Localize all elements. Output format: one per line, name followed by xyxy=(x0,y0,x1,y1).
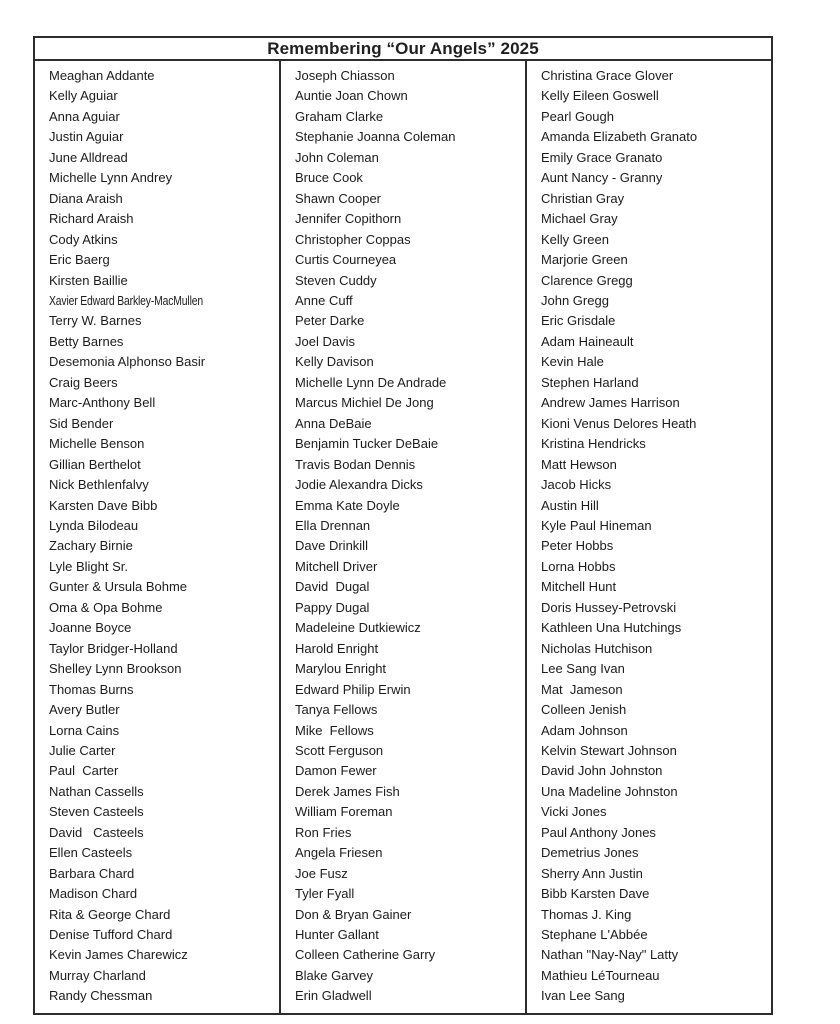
name-entry: Mat Jameson xyxy=(541,681,623,697)
name-entry: Denise Tufford Chard xyxy=(49,927,173,943)
name-entry: Christian Gray xyxy=(541,190,625,206)
name-entry: Shelley Lynn Brookson xyxy=(49,661,182,677)
name-entry: Una Madeline Johnston xyxy=(541,783,678,799)
name-columns xyxy=(35,61,771,1013)
name-entry: Gillian Berthelot xyxy=(49,456,141,472)
name-entry: Kelly Davison xyxy=(295,354,374,370)
name-entry: Anna DeBaie xyxy=(295,415,372,431)
name-entry: Don & Bryan Gainer xyxy=(295,906,412,922)
name-entry: Scott Ferguson xyxy=(295,742,384,758)
name-entry: Gunter & Ursula Bohme xyxy=(49,579,188,595)
name-entry: Jennifer Copithorn xyxy=(295,211,402,227)
name-entry: Adam Johnson xyxy=(541,722,628,738)
name-entry: John Coleman xyxy=(295,149,379,165)
name-entry: Nick Bethlenfalvy xyxy=(49,477,149,493)
name-column-1 xyxy=(35,61,281,1013)
name-entry: Harold Enright xyxy=(295,640,379,656)
name-entry: Peter Hobbs xyxy=(541,538,614,554)
name-entry: Kelly Eileen Goswell xyxy=(541,88,659,104)
name-entry: Amanda Elizabeth Granato xyxy=(541,129,698,145)
name-entry: Rita & George Chard xyxy=(49,906,171,922)
name-entry: Clarence Gregg xyxy=(541,272,633,288)
name-entry: Barbara Chard xyxy=(49,865,135,881)
name-entry: Paul Carter xyxy=(49,763,119,779)
name-entry: Travis Bodan Dennis xyxy=(295,456,416,472)
name-entry: Betty Barnes xyxy=(49,333,124,349)
name-entry: Kristina Hendricks xyxy=(541,436,646,452)
name-entry: Thomas Burns xyxy=(49,681,134,697)
name-entry: Lyle Blight Sr. xyxy=(49,558,129,574)
name-entry: Avery Butler xyxy=(49,702,120,718)
name-entry: Mike Fellows xyxy=(295,722,374,738)
name-entry: Lee Sang Ivan xyxy=(541,661,625,677)
name-entry: Damon Fewer xyxy=(295,763,377,779)
name-entry: Colleen Jenish xyxy=(541,702,627,718)
name-entry: Richard Araish xyxy=(49,211,134,227)
name-entry: Derek James Fish xyxy=(295,783,400,799)
name-entry: Emma Kate Doyle xyxy=(295,497,400,513)
name-entry: Mitchell Hunt xyxy=(541,579,617,595)
page-title: Remembering “Our Angels” 2025 xyxy=(267,38,539,58)
name-entry: Lorna Hobbs xyxy=(541,558,616,574)
name-entry: Michael Gray xyxy=(541,211,618,227)
name-entry: Mitchell Driver xyxy=(295,558,378,574)
name-entry: Joel Davis xyxy=(295,333,355,349)
name-entry: Shawn Cooper xyxy=(295,190,381,206)
name-entry: Demetrius Jones xyxy=(541,845,639,861)
name-entry: Paul Anthony Jones xyxy=(541,824,656,840)
name-entry: Andrew James Harrison xyxy=(541,395,680,411)
name-entry: Kelly Green xyxy=(541,231,609,247)
name-entry: Joanne Boyce xyxy=(49,620,132,636)
name-entry: Kelvin Stewart Johnson xyxy=(541,742,677,758)
name-entry: Marjorie Green xyxy=(541,252,628,268)
name-entry: Craig Beers xyxy=(49,374,118,390)
name-entry: Kevin James Charewicz xyxy=(49,947,188,963)
name-entry: Terry W. Barnes xyxy=(49,313,142,329)
name-entry: Julie Carter xyxy=(49,742,116,758)
name-entry: Madison Chard xyxy=(49,886,138,902)
name-entry: Christopher Coppas xyxy=(295,231,411,247)
name-entry: Michelle Benson xyxy=(49,436,145,452)
name-entry: Dave Drinkill xyxy=(295,538,368,554)
name-entry: William Foreman xyxy=(295,804,393,820)
name-entry: Matt Hewson xyxy=(541,456,617,472)
name-entry: June Alldread xyxy=(49,149,128,165)
name-entry: Curtis Courneyea xyxy=(295,252,397,268)
name-entry: Nathan "Nay-Nay" Latty xyxy=(541,947,679,963)
name-entry: Tanya Fellows xyxy=(295,702,378,718)
name-entry: Thomas J. King xyxy=(541,906,632,922)
name-entry: Marc-Anthony Bell xyxy=(49,395,156,411)
name-entry: Joseph Chiasson xyxy=(295,68,395,83)
name-entry: David John Johnston xyxy=(541,763,663,779)
name-entry: Peter Darke xyxy=(295,313,365,329)
name-entry: Hunter Gallant xyxy=(295,927,379,943)
name-entry: Stephanie Joanna Coleman xyxy=(295,129,456,145)
name-entry: Kathleen Una Hutchings xyxy=(541,620,682,636)
name-entry: Diana Araish xyxy=(49,190,123,206)
name-column-3 xyxy=(527,61,771,1013)
name-entry: Eric Baerg xyxy=(49,252,110,268)
name-entry: Sid Bender xyxy=(49,415,114,431)
name-entry: Kelly Aguiar xyxy=(49,88,118,104)
name-entry: Marcus Michiel De Jong xyxy=(295,395,434,411)
name-entry: Austin Hill xyxy=(541,497,599,513)
name-entry: Christina Grace Glover xyxy=(541,68,674,83)
name-entry: Murray Charland xyxy=(49,967,146,983)
name-entry: Graham Clarke xyxy=(295,108,384,124)
name-entry: Madeleine Dutkiewicz xyxy=(295,620,421,636)
name-entry: Auntie Joan Chown xyxy=(295,88,408,104)
name-entry: Stephane L'Abbée xyxy=(541,927,648,943)
name-entry: Anne Cuff xyxy=(295,292,353,308)
name-entry: Tyler Fyall xyxy=(295,886,355,902)
name-entry: Bibb Karsten Dave xyxy=(541,886,650,902)
name-entry: Sherry Ann Justin xyxy=(541,865,643,881)
name-entry: Stephen Harland xyxy=(541,374,639,390)
name-entry: Zachary Birnie xyxy=(49,538,133,554)
name-entry: Michelle Lynn Andrey xyxy=(49,170,173,186)
name-entry: Vicki Jones xyxy=(541,804,607,820)
name-entry: Lorna Cains xyxy=(49,722,120,738)
name-entry: Meaghan Addante xyxy=(49,68,155,83)
name-entry: Joe Fusz xyxy=(295,865,348,881)
name-entry: Kioni Venus Delores Heath xyxy=(541,415,697,431)
name-entry: Michelle Lynn De Andrade xyxy=(295,374,447,390)
memorial-table xyxy=(33,36,773,1015)
name-entry: Taylor Bridger-Holland xyxy=(49,640,178,656)
name-entry: Nathan Cassells xyxy=(49,783,144,799)
name-entry: Erin Gladwell xyxy=(295,988,372,1004)
name-entry: John Gregg xyxy=(541,292,609,308)
name-entry: Edward Philip Erwin xyxy=(295,681,411,697)
name-entry: Ivan Lee Sang xyxy=(541,988,625,1004)
name-entry: David Dugal xyxy=(295,579,370,595)
name-entry: Nicholas Hutchison xyxy=(541,640,653,656)
name-entry: Angela Friesen xyxy=(295,845,383,861)
name-entry: Ella Drennan xyxy=(295,517,371,533)
name-entry: Jacob Hicks xyxy=(541,477,612,493)
name-entry: Pearl Gough xyxy=(541,108,614,124)
name-entry: Lynda Bilodeau xyxy=(49,517,139,533)
name-entry: Benjamin Tucker DeBaie xyxy=(295,436,439,452)
name-entry: Pappy Dugal xyxy=(295,599,370,615)
name-entry: Cody Atkins xyxy=(49,231,118,247)
name-entry: Ron Fries xyxy=(295,824,352,840)
name-column-2 xyxy=(281,61,527,1013)
name-entry: Emily Grace Granato xyxy=(541,149,663,165)
name-entry: Kirsten Baillie xyxy=(49,272,128,288)
name-entry: Doris Hussey-Petrovski xyxy=(541,599,677,615)
name-entry: Eric Grisdale xyxy=(541,313,616,329)
name-entry: Kevin Hale xyxy=(541,354,604,370)
name-entry: Oma & Opa Bohme xyxy=(49,599,163,615)
name-entry: Steven Cuddy xyxy=(295,272,377,288)
name-entry: Mathieu LéTourneau xyxy=(541,967,660,983)
name-entry: Marylou Enright xyxy=(295,661,387,677)
name-entry: Desemonia Alphonso Basir xyxy=(49,354,206,370)
name-entry: Adam Haineault xyxy=(541,333,634,349)
name-entry: Ellen Casteels xyxy=(49,845,133,861)
name-entry: David Casteels xyxy=(49,824,144,840)
name-entry: Justin Aguiar xyxy=(49,129,124,145)
name-entry: Steven Casteels xyxy=(49,804,144,820)
name-entry: Bruce Cook xyxy=(295,170,363,186)
name-entry: Randy Chessman xyxy=(49,988,153,1004)
name-entry: Kyle Paul Hineman xyxy=(541,517,652,533)
name-entry: Anna Aguiar xyxy=(49,108,120,124)
title-row xyxy=(35,38,771,61)
name-entry: Jodie Alexandra Dicks xyxy=(295,477,423,493)
name-entry: Colleen Catherine Garry xyxy=(295,947,436,963)
name-entry: Blake Garvey xyxy=(295,967,374,983)
name-entry: Karsten Dave Bibb xyxy=(49,497,158,513)
name-entry: Xavier Edward Barkley-MacMullen xyxy=(49,292,203,308)
name-entry: Aunt Nancy - Granny xyxy=(541,170,663,186)
